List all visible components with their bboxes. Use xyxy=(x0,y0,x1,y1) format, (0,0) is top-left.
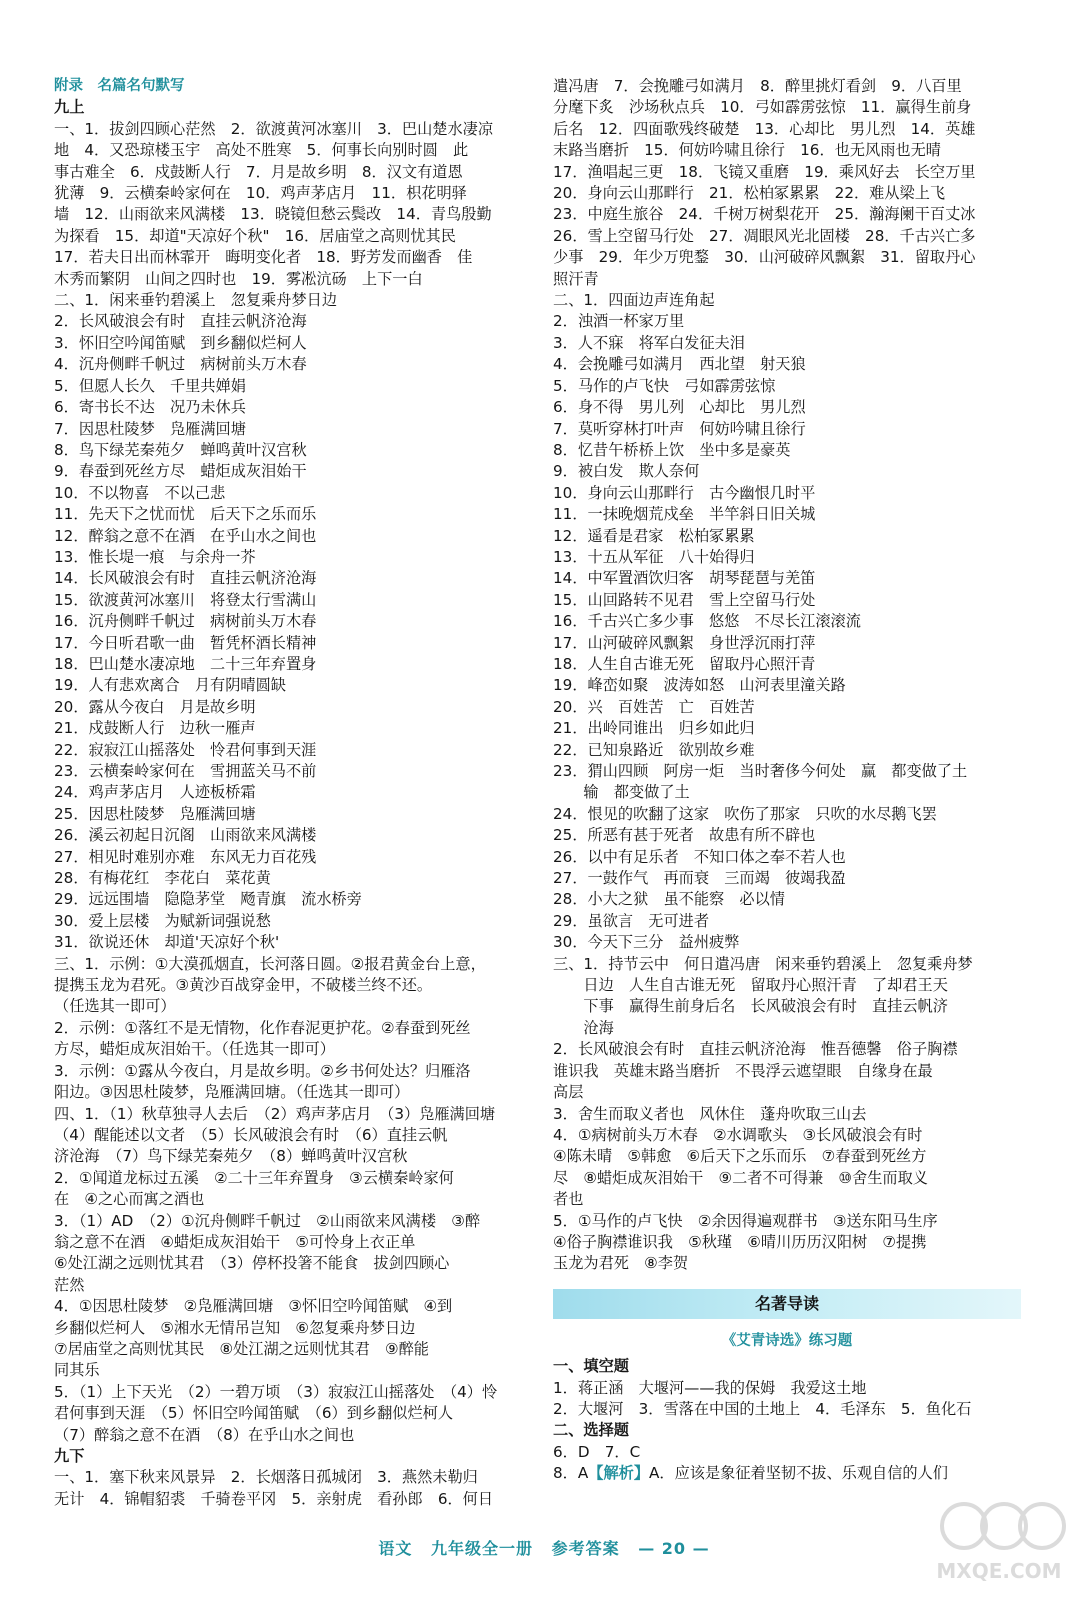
answer-line: 12．醉翁之意不在酒 在乎山水之间也 xyxy=(54,526,317,545)
grade-9b-answers xyxy=(54,1467,536,1510)
answer-line: 13．十五从军征 八十始得归 xyxy=(553,547,755,566)
answer-line: 16．千古兴亡多少事 悠悠 不尽长江滚滚流 xyxy=(553,612,861,631)
answer-line: 三、1．持节云中 何日遣冯唐 闲来垂钓碧溪上 忽复乘舟梦 xyxy=(553,954,973,973)
right-column xyxy=(553,76,1021,1485)
answer-line: 4．会挽雕弓如满月 西北望 射天狼 xyxy=(553,355,806,374)
answer-line: 23．云横秦岭家何在 雪拥蓝关马不前 xyxy=(54,762,317,780)
answer-line: 5．马作的卢飞快 弓如霹雳弦惊 xyxy=(553,376,776,395)
answer-line: 14．中军置酒饮归客 胡琴琵琶与羌笛 xyxy=(553,569,816,588)
answer-line: 23．猬山四顾 阿房一炬 当时奢侈今何处 赢 都变做了土 xyxy=(553,762,968,780)
answer-line: 方尽，蜡炬成灰泪始干。（任选其一即可） xyxy=(54,1040,335,1059)
answer-line: 21．戍鼓断人行 边秋一雁声 xyxy=(54,719,256,738)
answer-line: 5．但愿人长久 千里共婵娟 xyxy=(54,376,246,395)
answer-line: 22．已知泉路近 欲别故乡难 xyxy=(553,740,755,759)
answer-line: 6．D 7．C xyxy=(553,1442,641,1461)
answer-line: 25．所恶有甚于死者 故患有所不辟也 xyxy=(553,826,816,845)
answer-line: （4）醒能述以文者 （5）长风破浪会有时 （6）直挂云帆 xyxy=(54,1125,448,1144)
answer-line: 少事 29．年少万兜鍪 30．山河破碎风飘絮 31．留取丹心 xyxy=(553,248,976,267)
answer-line: 遣冯唐 7．会挽雕弓如满月 8．醉里挑灯看剑 9．八百里 xyxy=(553,77,962,95)
answer-line: 24．鸡声茅店月 人迹板桥霜 xyxy=(54,783,256,802)
answer-line: 15．欲渡黄河冰塞川 将登太行雪满山 xyxy=(54,590,317,609)
answer-line: 5．（1）上下天光 （2）一碧万顷 （3）寂寂江山摇落处 （4）怜 xyxy=(54,1382,498,1401)
answer-line: 10．不以物喜 不以己悲 xyxy=(54,483,226,502)
answer-line: 26．以中有足乐者 不知口体之奉不若人也 xyxy=(553,847,846,866)
answer-line: 为探看 15．却道"天凉好个秋" 16．居庙堂之高则忧其民 xyxy=(54,226,456,245)
answer-line: 20．兴 百姓苦 亡 百姓苦 xyxy=(553,697,755,716)
answer-line: 一、1．拔剑四顾心茫然 2．欲渡黄河冰塞川 3．巴山楚水凄凉 xyxy=(54,119,494,138)
answer-line: 后名 12．四面歌残终破楚 13．心却比 男儿烈 14．英雄 xyxy=(553,119,976,138)
answer-line: 3．舍生而取义者也 风休住 蓬舟吹取三山去 xyxy=(553,1104,867,1123)
answer-line: 高层 xyxy=(553,1083,584,1102)
answer-line: 地 4．又恐琼楼玉宇 高处不胜寒 5．何事长向别时圆 此 xyxy=(54,141,469,160)
footer-page-number: — 20 — xyxy=(638,1539,710,1558)
answer-line: 翁之意不在酒 ④蜡炬成灰泪始干 ⑤可怜身上衣正单 xyxy=(54,1232,416,1251)
answer-line: 13．惟长堤一痕 与余舟一芥 xyxy=(54,547,256,566)
answer-line: 30．爱上层楼 为赋新词强说愁 xyxy=(54,911,271,930)
footer-subject: 语文 xyxy=(378,1539,413,1558)
answer-line: 17．若夫日出而林霏开 晦明变化者 18．野芳发而幽香 佳 xyxy=(54,248,473,267)
answer-line: 18．人生自古谁无死 留取丹心照汗青 xyxy=(553,654,816,673)
answer-line: 20．露从今夜白 月是故乡明 xyxy=(54,697,256,716)
answer-line: 16．沉舟侧畔千帆过 病树前头万木春 xyxy=(54,612,317,631)
answer-line: 31．欲说还休 却道'天凉好个秋' xyxy=(54,933,280,952)
classic-reading-banner: 名著导读 xyxy=(553,1289,1021,1319)
answer-line: 2．示例：①落红不是无情物，化作春泥更护花。②春蚕到死丝 xyxy=(54,1018,471,1037)
answer-line: 2．浊酒一杯家万里 xyxy=(553,312,685,331)
answer-line: 7．莫听穿林打叶声 何妨吟啸且徐行 xyxy=(553,419,806,438)
answer-line: 乡翻似烂柯人 ⑤湘水无情吊岂知 ⑥忽复乘舟梦日边 xyxy=(54,1318,416,1337)
answer-line: ⑦居庙堂之高则忧其民 ⑧处江湖之远则忧其君 ⑨醉能 xyxy=(54,1339,429,1358)
answer-line: 输 都变做了土 xyxy=(553,783,690,802)
answer-line: 19．人有悲欢离合 月有阴晴圆缺 xyxy=(54,676,286,695)
right-answers xyxy=(553,76,1021,1275)
footer-volume: 九年级全一册 xyxy=(431,1539,534,1558)
answer-line: 三、1．示例：①大漠孤烟直，长河落日圆。②报君黄金台上意， xyxy=(54,954,486,973)
answer-line: 2．长风破浪会有时 直挂云帆济沧海 惟吾德馨 俗子胸襟 xyxy=(553,1040,958,1059)
answer-line: 事古难全 6．戍鼓断人行 7．月是故乡明 8．汉文有道恩 xyxy=(54,162,463,181)
answer-line: 1．蒋正涵 大堰河——我的保姆 我爱这土地 xyxy=(553,1378,867,1397)
answer-line: 2．大堰河 3．雪落在中国的土地上 4．毛泽东 5．鱼化石 xyxy=(553,1399,972,1418)
grade-9a-answers xyxy=(54,119,536,1446)
answer-line: ⑥处江湖之远则忧其君 （3）停杯投箸不能食 拔剑四顾心 xyxy=(54,1254,450,1273)
answer-line: 26．雪上空留马行处 27．凋眼风光北固楼 28．千古兴亡多 xyxy=(553,226,976,245)
answer-line: 8．鸟下绿芜秦苑夕 蝉鸣黄叶汉宫秋 xyxy=(54,440,307,459)
answer-line: 28．小大之狱 虽不能察 必以情 xyxy=(553,890,785,909)
answer-line: 尽 ⑧蜡炬成灰泪始干 ⑨二者不可得兼 ⑩舍生而取义 xyxy=(553,1168,928,1187)
answer-line: 27．相见时难别亦难 东风无力百花残 xyxy=(54,847,317,866)
answer-line: 末路当磨折 15．何妨吟啸且徐行 16．也无风雨也无晴 xyxy=(553,141,941,160)
answer-line: 22．寂寂江山摇落处 怜君何事到天涯 xyxy=(54,740,317,759)
answer-line: 四、1．（1）秋草独寻人去后 （2）鸡声茅店月 （3）凫雁满回塘 xyxy=(54,1104,496,1123)
answer-line: 分麾下炙 沙场秋点兵 10．弓如霹雳弦惊 11．赢得生前身 xyxy=(553,98,972,117)
answer-line: 谁识我 英雄末路当磨折 不畏浮云遮望眼 自缘身在最 xyxy=(553,1061,933,1080)
answer-line: 二、1．四面边声连角起 xyxy=(553,291,715,310)
answer-line: 3．示例：①露从今夜白，月是故乡明。②乡书何处达？归雁洛 xyxy=(54,1061,471,1080)
svg-text:MXQE.COM: MXQE.COM xyxy=(936,1559,1062,1583)
answer-line: 10．身向云山那畔行 古今幽恨几时平 xyxy=(553,483,816,502)
answer-line: 28．有梅花红 李花白 菜花黄 xyxy=(54,869,271,888)
answer-line: 12．遥看是君家 松柏冢累累 xyxy=(553,526,755,545)
answer-line: 5．①马作的卢飞快 ②余因得遍观群书 ③送东阳马生序 xyxy=(553,1211,938,1230)
answer-line: 19．峰峦如聚 波涛如怒 山河表里潼关路 xyxy=(553,676,846,695)
answer-line: 犹薄 9．云横秦岭家何在 10．鸡声茅店月 11．枳花明驿 xyxy=(54,184,467,203)
answer-line: 17．渔唱起三更 18．飞镜又重磨 19．乘风好去 长空万里 xyxy=(553,162,976,181)
answer-line: 提携玉龙为君死。③黄沙百战穿金甲，不破楼兰终不还。 xyxy=(54,976,433,995)
answer-line: 同其乐 xyxy=(54,1361,100,1380)
answer-line: 2．①闻道龙标过五溪 ②二十三年弃置身 ③云横秦岭家何 xyxy=(54,1168,454,1187)
grade-9a-heading: 九上 xyxy=(54,98,85,117)
answer-line: 26．溪云初起日沉阁 山雨欲来风满楼 xyxy=(54,826,317,845)
answer-line: 17．今日听君歌一曲 暂凭杯酒长精神 xyxy=(54,633,317,652)
choice-answers xyxy=(553,1442,1021,1463)
answer-line: 无计 4．锦帽貂裘 千骑卷平冈 5．亲射虎 看孙郎 6．何日 xyxy=(54,1489,494,1508)
answer-line: 6．身不得 男儿列 心却比 男儿烈 xyxy=(553,398,806,417)
analysis-tag: 【解析】 xyxy=(588,1464,649,1483)
answer-line: 沧海 xyxy=(553,1018,614,1037)
answer-line: 3．人不寐 将军白发征夫泪 xyxy=(553,333,745,352)
answer-line: 3．（1）AD （2）①沉舟侧畔千帆过 ②山雨欲来风满楼 ③醉 xyxy=(54,1211,481,1230)
aiqing-poems-subtitle: 《艾青诗选》练习题 xyxy=(721,1332,853,1349)
answer-line: 18．巴山楚水凄凉地 二十三年弃置身 xyxy=(54,654,317,673)
choice-heading: 二、选择题 xyxy=(553,1421,629,1440)
answer-line: 11．一抹晚烟荒戍垒 半竿斜日旧关城 xyxy=(553,505,816,524)
answer-line: 墙 12．山雨欲来风满楼 13．晓镜但愁云鬓改 14．青鸟殷勤 xyxy=(54,205,492,224)
answer-line: 9．被白发 欺人奈何 xyxy=(553,462,700,481)
answer-line: 8．忆昔午桥桥上饮 坐中多是豪英 xyxy=(553,440,791,459)
answer-line: （7）醉翁之意不在酒 （8）在乎山水之间也 xyxy=(54,1425,355,1444)
answer-line: 4．①因思杜陵梦 ②凫雁满回塘 ③怀旧空吟闻笛赋 ④到 xyxy=(54,1297,453,1316)
answer-line: 23．中庭生旅谷 24．千树万树梨花开 25．瀚海阑干百丈冰 xyxy=(553,205,976,224)
answer-line: 6．寄书长不达 况乃未休兵 xyxy=(54,398,246,417)
watermark-logo xyxy=(924,1488,1074,1588)
answer-line: ④俗子胸襟谁识我 ⑤秋瑾 ⑥晴川历历汉阳树 ⑦提携 xyxy=(553,1232,927,1251)
answer-line: 17．山河破碎风飘絮 身世浮沉雨打萍 xyxy=(553,633,816,652)
answer-line: 7．因思杜陵梦 凫雁满回塘 xyxy=(54,419,246,438)
fill-blank-answers xyxy=(553,1378,1021,1421)
answer-line: 15．山回路转不见君 雪上空留马行处 xyxy=(553,590,816,609)
answer-line: 29．虽欲言 无可进者 xyxy=(553,911,710,930)
answer-line: 9．春蚕到死丝方尽 蜡炬成灰泪始干 xyxy=(54,462,307,481)
answer-line: 阳边。③因思杜陵梦，凫雁满回塘。（任选其一即可） xyxy=(54,1083,410,1102)
answer-line: 一、1．塞下秋来风景异 2．长烟落日孤城闭 3．燕然未勒归 xyxy=(54,1468,478,1487)
answer-line: 11．先天下之忧而忧 后天下之乐而乐 xyxy=(54,505,317,524)
answer-line: 在 ④之心而寓之酒也 xyxy=(54,1190,205,1209)
answer-line: ④陈未晴 ⑤韩愈 ⑥后天下之乐而乐 ⑦春蚕到死丝方 xyxy=(553,1147,927,1166)
analysis-answer: 8．A xyxy=(553,1464,589,1483)
answer-line: 20．身向云山那畔行 21．松柏冢累累 22．难从梁上飞 xyxy=(553,184,946,203)
answer-line: 济沧海 （7）鸟下绿芜秦苑夕 （8）蝉鸣黄叶汉宫秋 xyxy=(54,1147,408,1166)
answer-line: 27．一鼓作气 再而衰 三而竭 彼竭我盈 xyxy=(553,869,846,888)
answer-line: 二、1．闲来垂钓碧溪上 忽复乘舟梦日边 xyxy=(54,291,338,310)
answer-line: 14．长风破浪会有时 直挂云帆济沧海 xyxy=(54,569,317,588)
answer-line: 者也 xyxy=(553,1190,584,1209)
answer-line: 茫然 xyxy=(54,1275,85,1294)
answer-line: 4．沉舟侧畔千帆过 病树前头万木春 xyxy=(54,355,307,374)
fill-blank-heading: 一、填空题 xyxy=(553,1357,629,1376)
answer-line: 君何事到天涯 （5）怀旧空吟闻笛赋 （6）到乡翻似烂柯人 xyxy=(54,1404,454,1423)
grade-9b-heading: 九下 xyxy=(54,1447,85,1465)
answer-line: 4．①病树前头万木春 ②水调歌头 ③长风破浪会有时 xyxy=(553,1125,923,1144)
answer-line: 日边 人生自古谁无死 留取丹心照汗青 了却君王天 xyxy=(553,976,948,995)
answer-line: 30．今天下三分 益州疲弊 xyxy=(553,933,740,952)
appendix-title: 附录 名篇名句默写 xyxy=(54,78,185,94)
analysis-text: A．应该是象征着坚韧不拔、乐观自信的人们 xyxy=(649,1464,948,1483)
answer-line: 玉龙为君死 ⑧李贺 xyxy=(553,1254,689,1273)
answer-line: 25．因思杜陵梦 凫雁满回塘 xyxy=(54,804,256,823)
answer-line: 下事 赢得生前身后名 长风破浪会有时 直挂云帆济 xyxy=(553,997,948,1016)
answer-line: 照汗青 xyxy=(553,269,599,288)
answer-line: 21．出岭同谁出 归乡如此归 xyxy=(553,719,755,738)
answer-line: 木秀而繁阴 山间之四时也 19．雾凇沆砀 上下一白 xyxy=(54,269,423,288)
answer-line: 2．长风破浪会有时 直挂云帆济沧海 xyxy=(54,312,307,331)
answer-line: 24．恨见的吹翻了这家 吹伤了那家 只吹的水尽鹅飞罢 xyxy=(553,804,937,823)
answer-line: 3．怀旧空吟闻笛赋 到乡翻似烂柯人 xyxy=(54,333,307,352)
answer-line: 29．远远围墙 隐隐茅堂 飏青旗 流水桥旁 xyxy=(54,890,362,909)
answer-line: （任选其一即可） xyxy=(54,997,176,1016)
footer-label: 参考答案 xyxy=(551,1539,620,1558)
analysis-line xyxy=(553,1463,1021,1484)
left-column xyxy=(54,76,536,1510)
